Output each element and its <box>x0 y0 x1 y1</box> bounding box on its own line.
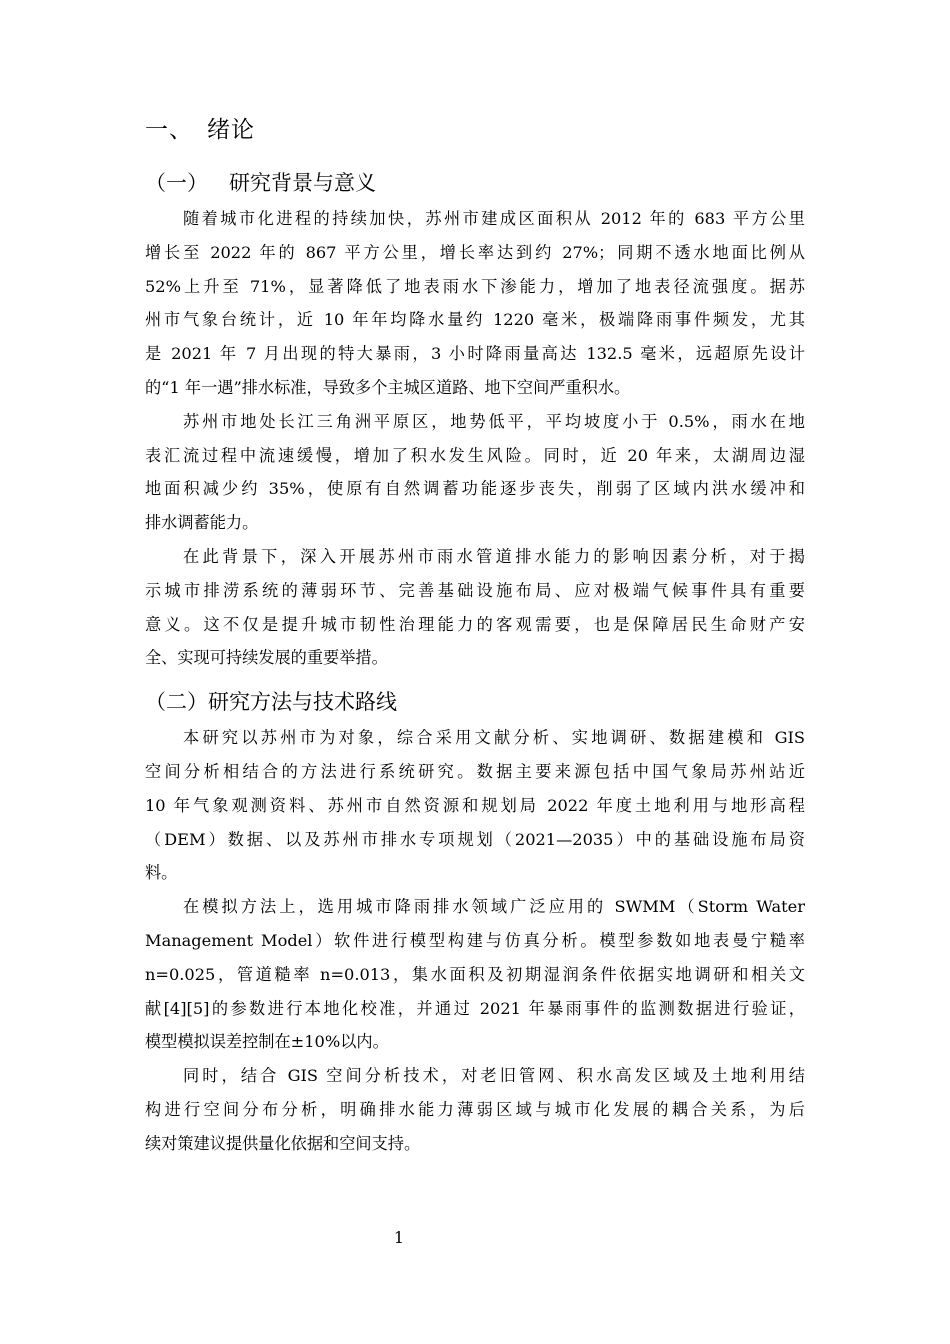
section-number: （二） <box>145 690 208 715</box>
text-line: 是 2021 年 7 月出现的特大暴雨，3 小时降雨量高达 132.5 毫米，远超原先设计 <box>145 344 805 364</box>
text-line: 空间分析相结合的方法进行系统研究。数据主要来源包括中国气象局苏州站近 <box>145 761 805 781</box>
text-line: 模型模拟误差控制在±10%以内。 <box>145 1032 389 1052</box>
section-heading-background <box>145 166 805 200</box>
chapter-title: 绪论 <box>207 117 255 143</box>
text-line: 地面积减少约 35%，使原有自然调蓄功能逐步丧失，削弱了区域内洪水缓冲和 <box>145 479 805 499</box>
section-title: 研究方法与技术路线 <box>208 690 397 715</box>
paragraph-swmm-model <box>145 890 805 1059</box>
paragraph-urbanization <box>145 202 805 405</box>
text-line: 52%上升至 71%，显著降低了地表雨水下渗能力，增加了地表径流强度。据苏 <box>145 276 805 296</box>
text-line: 在模拟方法上，选用城市降雨排水领域广泛应用的 SWMM（Storm Water <box>183 897 805 917</box>
text-line: n=0.025，管道糙率 n=0.013，集水面积及初期湿润条件依据实地调研和相关文 <box>145 964 805 984</box>
text-line: Management Model）软件进行模型构建与仿真分析。模型参数如地表曼宁糙率 <box>145 930 805 950</box>
page-number: 1 <box>393 1228 405 1247</box>
text-line: 示城市排涝系统的薄弱环节、完善基础设施布局、应对极端气候事件具有重要 <box>145 580 805 600</box>
section-number: （一） <box>145 171 208 195</box>
text-line: 献[4][5]的参数进行本地化校准，并通过 2021 年暴雨事件的监测数据进行验证， <box>145 998 805 1018</box>
text-line: 在此背景下，深入开展苏州市雨水管道排水能力的影响因素分析，对于揭 <box>183 546 805 566</box>
paragraph-significance <box>145 540 805 675</box>
section-title: 研究背景与意义 <box>229 171 376 195</box>
text-line: 料。 <box>145 863 178 883</box>
text-line: 增长至 2022 年的 867 平方公里，增长率达到约 27%；同期不透水地面比例从 <box>145 242 805 262</box>
text-line: 全、实现可持续发展的重要举措。 <box>145 648 388 668</box>
text-line: 随着城市化进程的持续加快，苏州市建成区面积从 2012 年的 683 平方公里 <box>183 209 805 228</box>
text-line: 10 年气象观测资料、苏州市自然资源和规划局 2022 年度土地利用与地形高程 <box>145 795 805 815</box>
document-body <box>145 112 805 1161</box>
text-line: 续对策建议提供量化依据和空间支持。 <box>145 1133 421 1153</box>
text-line: 表汇流过程中流速缓慢，增加了积水发生风险。同时，近 20 年来，太湖周边湿 <box>145 445 805 465</box>
text-line: 本研究以苏州市为对象，综合采用文献分析、实地调研、数据建模和 GIS <box>183 728 805 748</box>
section-heading-methods <box>145 685 805 719</box>
text-line: 州市气象台统计，近 10 年年均降水量约 1220 毫米，极端降雨事件频发，尤其 <box>145 310 805 330</box>
text-line: 意义。这不仅是提升城市韧性治理能力的客观需要，也是保障居民生命财产安 <box>145 614 805 634</box>
text-line: （DEM）数据、以及苏州市排水专项规划（2021—2035）中的基础设施布局资 <box>145 829 805 849</box>
text-line: 苏州市地处长江三角洲平原区，地势低平，平均坡度小于 0.5%，雨水在地 <box>183 411 805 431</box>
chapter-heading <box>145 112 805 148</box>
text-line: 排水调蓄能力。 <box>145 513 259 533</box>
text-line: 的“1 年一遇”排水标准，导致多个主城区道路、地下空间严重积水。 <box>145 377 631 397</box>
paragraph-data-sources <box>145 721 805 890</box>
paragraph-terrain <box>145 405 805 540</box>
text-line: 同时，结合 GIS 空间分析技术，对老旧管网、积水高发区域及土地利用结 <box>183 1066 805 1086</box>
chapter-number: 一、 <box>145 117 193 143</box>
paragraph-gis-analysis <box>145 1059 805 1160</box>
text-line: 构进行空间分布分析，明确排水能力薄弱区域与城市化发展的耦合关系，为后 <box>145 1099 805 1119</box>
